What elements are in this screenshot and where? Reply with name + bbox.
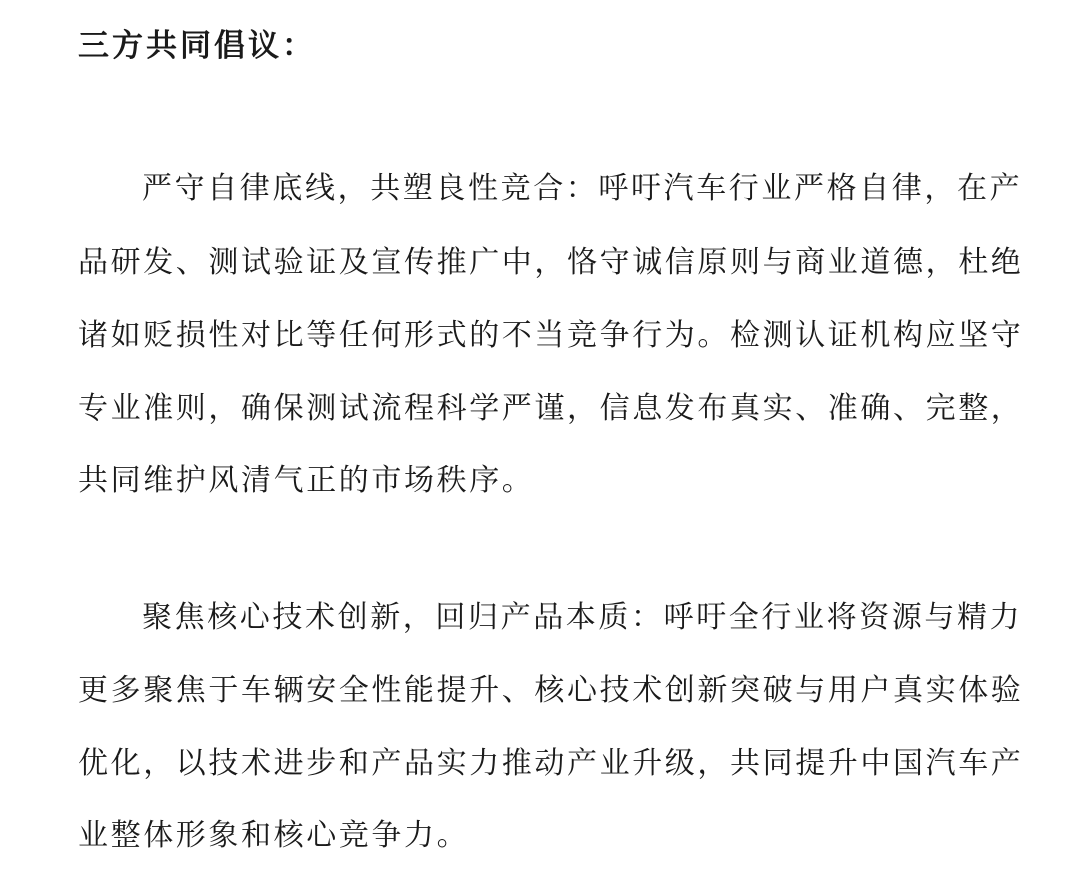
paragraph-2-line-4: 业整体形象和核心竞争力。	[78, 818, 470, 853]
paragraph-1-line-4: 专业准则，确保测试流程科学严谨，信息发布真实、准确、完整，	[78, 391, 1024, 426]
paragraph-1-line-2: 品研发、测试验证及宣传推广中，恪守诚信原则与商业道德，杜绝	[78, 245, 1024, 280]
paragraph-2-line-2: 更多聚焦于车辆安全性能提升、核心技术创新突破与用户真实体验	[78, 673, 1024, 708]
document-heading: 三方共同倡议：	[78, 28, 316, 64]
paragraph-1-line-5: 共同维护风清气正的市场秩序。	[78, 463, 535, 498]
paragraph-2-line-3: 优化，以技术进步和产品实力推动产业升级，共同提升中国汽车产	[78, 746, 1024, 781]
paragraph-2-line-1: 聚焦核心技术创新，回归产品本质：呼吁全行业将资源与精力	[142, 600, 1023, 635]
paragraph-1-line-3: 诸如贬损性对比等任何形式的不当竞争行为。检测认证机构应坚守	[78, 318, 1024, 353]
paragraph-1-line-1: 严守自律底线，共塑良性竞合：呼吁汽车行业严格自律，在产	[142, 171, 1023, 206]
